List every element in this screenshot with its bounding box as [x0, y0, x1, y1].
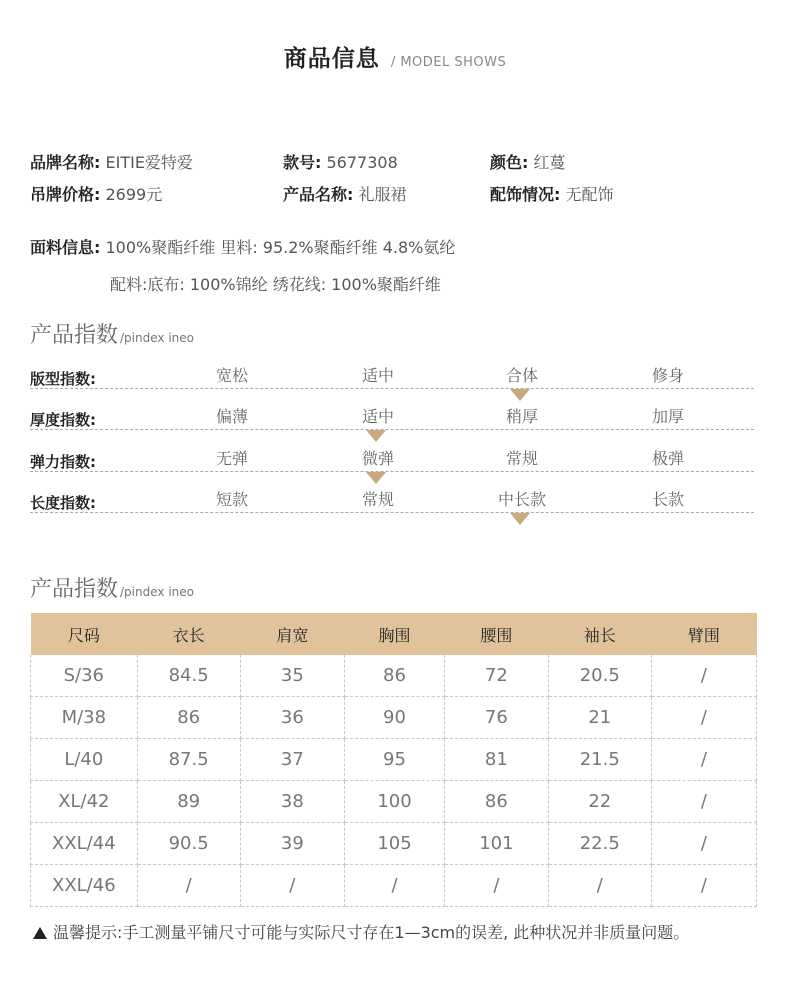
- notice-text: 温馨提示:手工测量平铺尺寸可能与实际尺寸存在1—3cm的误差, 此种状况并非质量问题。: [53, 923, 690, 942]
- fabric-line-2: [110, 272, 441, 295]
- size-section-heading: [30, 572, 194, 603]
- fabric-label: 面料信息:: [30, 238, 101, 257]
- table-cell: 21.5: [548, 739, 651, 781]
- table-cell: /: [137, 865, 240, 907]
- table-cell: 87.5: [137, 739, 240, 781]
- size-column-header: 袖长: [548, 613, 651, 655]
- price-value: 2699元: [105, 185, 163, 204]
- table-cell: 84.5: [137, 655, 240, 697]
- table-cell: /: [651, 655, 756, 697]
- product-name-value: 礼服裙: [358, 185, 407, 204]
- size-column-header: 衣长: [137, 613, 240, 655]
- table-cell: 38: [240, 781, 344, 823]
- table-row: [31, 655, 757, 697]
- index-row: [30, 358, 754, 389]
- table-row: [31, 739, 757, 781]
- fabric-value-1: 100%聚酯纤维 里料: 95.2%聚酯纤维 4.8%氨纶: [105, 238, 456, 257]
- table-cell: 95: [345, 739, 445, 781]
- size-column-header: 尺码: [31, 613, 138, 655]
- accessory-info: [490, 182, 614, 205]
- index-option: 无弹: [215, 449, 249, 468]
- table-cell: 37: [240, 739, 344, 781]
- table-cell: 101: [444, 823, 548, 865]
- brand-label: 品牌名称:: [30, 153, 101, 172]
- index-option: 适中: [361, 366, 395, 385]
- index-option: 中长款: [497, 490, 547, 509]
- table-cell: 89: [137, 781, 240, 823]
- table-cell: 76: [444, 697, 548, 739]
- index-row-label: 弹力指数:: [30, 453, 96, 471]
- index-option: 合体: [505, 366, 539, 385]
- fabric-value-2: 配料:底布: 100%锦纶 绣花线: 100%聚酯纤维: [110, 275, 441, 294]
- index-option: 极弹: [651, 449, 685, 468]
- table-cell: /: [651, 823, 756, 865]
- index-heading: 产品指数: [30, 323, 119, 348]
- table-cell: 72: [444, 655, 548, 697]
- price-label: 吊牌价格:: [30, 185, 101, 204]
- table-cell: /: [444, 865, 548, 907]
- size-heading: 产品指数: [30, 577, 119, 602]
- index-row: [30, 441, 754, 472]
- selected-marker-icon: [510, 513, 530, 525]
- table-cell: XXL/44: [31, 823, 138, 865]
- table-cell: 21: [548, 697, 651, 739]
- index-option: 微弹: [361, 449, 395, 468]
- table-row: [31, 697, 757, 739]
- table-cell: /: [651, 781, 756, 823]
- index-option: 稍厚: [505, 407, 539, 426]
- index-option: 修身: [651, 366, 685, 385]
- fabric-line-1: [30, 235, 455, 258]
- index-option: 短款: [215, 490, 249, 509]
- size-subheading: /pindex ineo: [120, 585, 194, 599]
- table-cell: 22: [548, 781, 651, 823]
- accessory-label: 配饰情况:: [490, 185, 561, 204]
- index-option: 宽松: [215, 366, 249, 385]
- size-column-header: 臂围: [651, 613, 756, 655]
- table-cell: /: [651, 865, 756, 907]
- index-option: 适中: [361, 407, 395, 426]
- table-cell: 90.5: [137, 823, 240, 865]
- table-row: [31, 865, 757, 907]
- price-info: [30, 182, 162, 205]
- style-no-info: [283, 150, 398, 173]
- size-column-header: 胸围: [345, 613, 445, 655]
- table-cell: 105: [345, 823, 445, 865]
- color-value: 红蔓: [533, 153, 566, 172]
- product-name-info: [283, 182, 407, 205]
- brand-value: EITIE爱特爱: [105, 153, 193, 172]
- table-cell: 86: [444, 781, 548, 823]
- size-column-header: 腰围: [444, 613, 548, 655]
- table-cell: L/40: [31, 739, 138, 781]
- index-row-label: 长度指数:: [30, 494, 96, 512]
- style-no-label: 款号:: [283, 153, 322, 172]
- page-title: 商品信息: [283, 46, 380, 72]
- warning-icon: [33, 927, 47, 939]
- table-cell: 20.5: [548, 655, 651, 697]
- size-table-header: [31, 613, 757, 655]
- index-option: 常规: [361, 490, 395, 509]
- size-column-header: 肩宽: [240, 613, 344, 655]
- page-subtitle: / MODEL SHOWS: [390, 55, 507, 70]
- index-section-heading: [30, 318, 194, 349]
- table-cell: XL/42: [31, 781, 138, 823]
- table-cell: M/38: [31, 697, 138, 739]
- table-cell: /: [651, 697, 756, 739]
- table-cell: S/36: [31, 655, 138, 697]
- table-cell: 39: [240, 823, 344, 865]
- size-table-body: [31, 655, 757, 907]
- accessory-value: 无配饰: [565, 185, 614, 204]
- table-cell: 35: [240, 655, 344, 697]
- notice: [33, 920, 689, 943]
- color-label: 颜色:: [490, 153, 529, 172]
- brand-info: [30, 150, 193, 173]
- color-info: [490, 150, 566, 173]
- index-subheading: /pindex ineo: [120, 331, 194, 345]
- page-header: [0, 40, 790, 73]
- index-option: 偏薄: [215, 407, 249, 426]
- table-row: [31, 823, 757, 865]
- table-cell: /: [651, 739, 756, 781]
- table-cell: 81: [444, 739, 548, 781]
- index-option: 常规: [505, 449, 539, 468]
- table-cell: 36: [240, 697, 344, 739]
- table-cell: 100: [345, 781, 445, 823]
- index-option: 长款: [651, 490, 685, 509]
- table-cell: /: [240, 865, 344, 907]
- index-row: [30, 399, 754, 430]
- table-cell: 22.5: [548, 823, 651, 865]
- size-table: [30, 613, 757, 907]
- table-cell: /: [345, 865, 445, 907]
- index-row-label: 厚度指数:: [30, 411, 96, 429]
- table-cell: 86: [137, 697, 240, 739]
- style-no-value: 5677308: [326, 153, 398, 172]
- product-name-label: 产品名称:: [283, 185, 354, 204]
- index-option: 加厚: [651, 407, 685, 426]
- index-row-label: 版型指数:: [30, 370, 96, 388]
- table-row: [31, 781, 757, 823]
- table-cell: XXL/46: [31, 865, 138, 907]
- table-cell: 90: [345, 697, 445, 739]
- index-row: [30, 482, 754, 513]
- table-cell: /: [548, 865, 651, 907]
- table-cell: 86: [345, 655, 445, 697]
